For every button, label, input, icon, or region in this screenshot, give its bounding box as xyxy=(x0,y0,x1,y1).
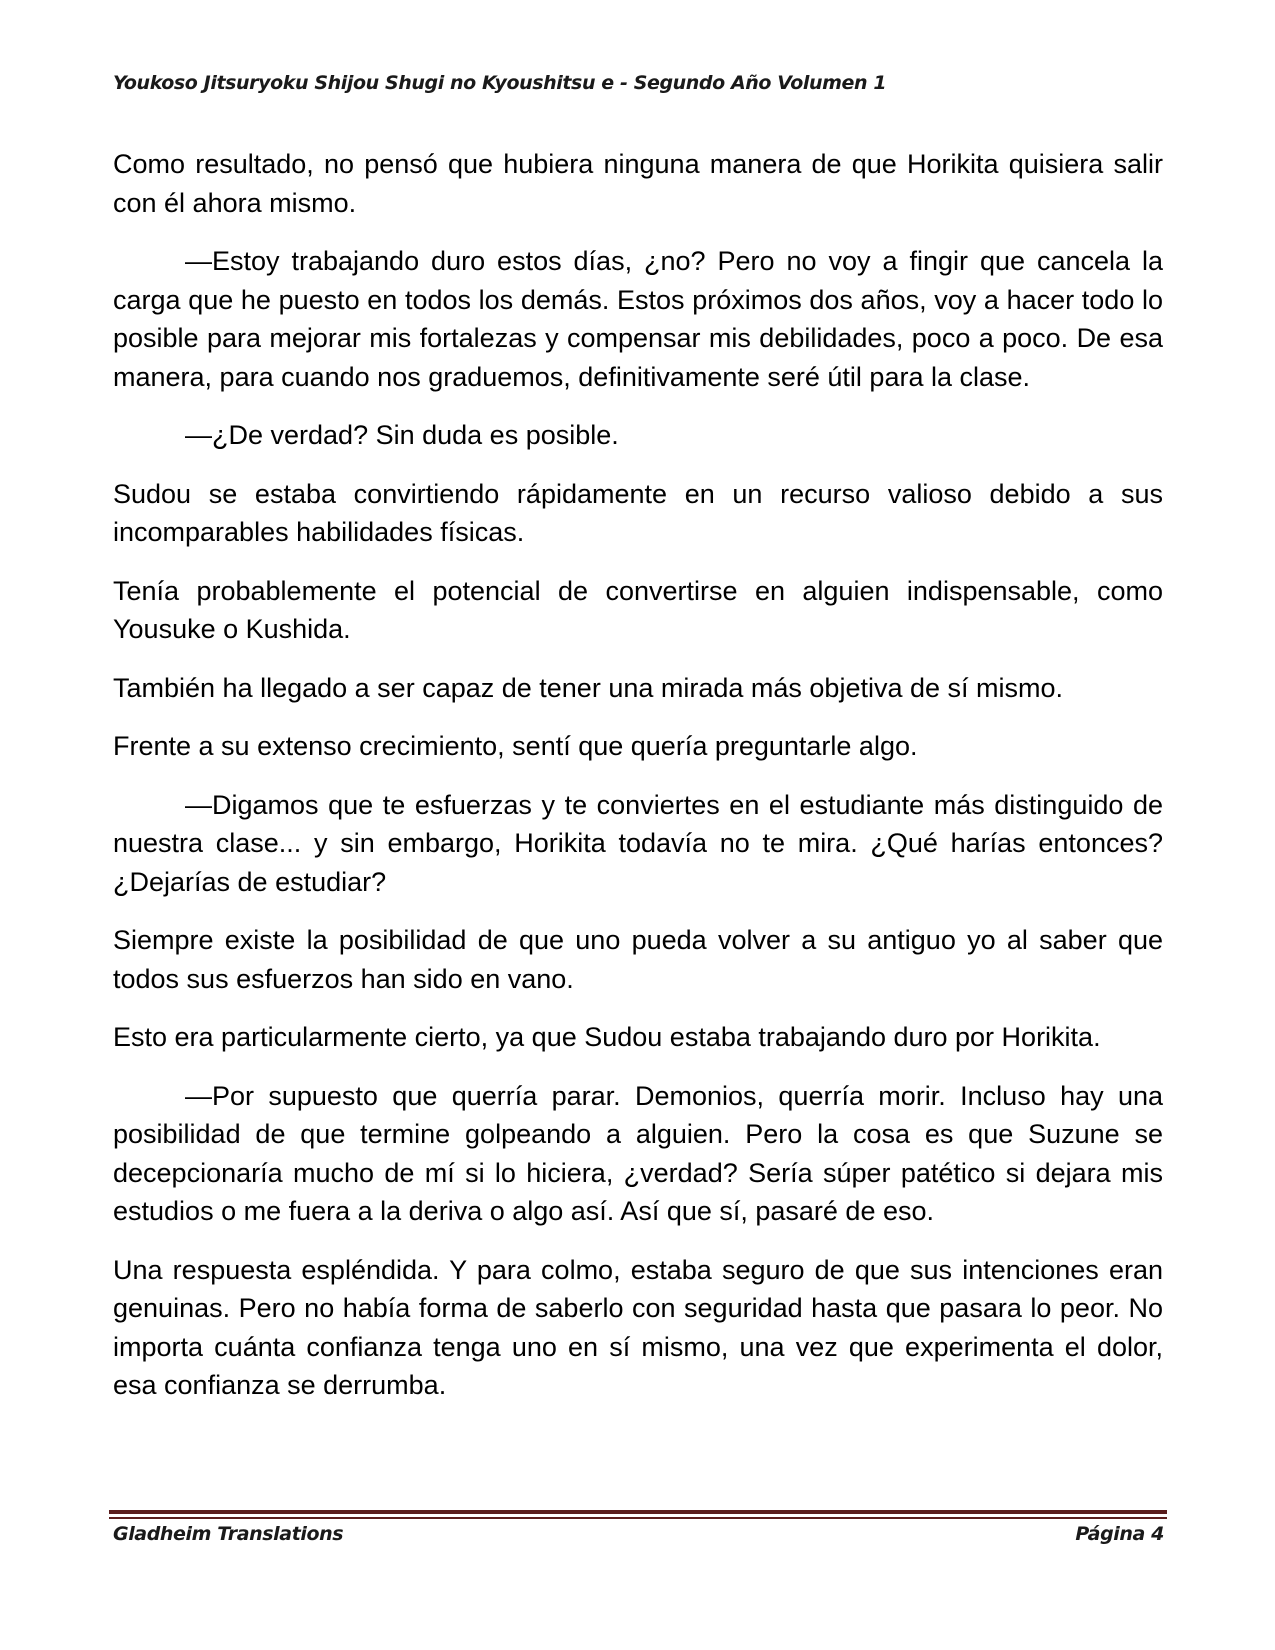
dialogue-paragraph: —Estoy trabajando duro estos días, ¿no? Pero no voy a fingir que cancela la carga que he puesto en todos los demás. Estos próximos dos años, voy a hacer todo lo posible para mejorar mis fortalezas y compensar mis debilidades, poco a poco. De esa manera, para cuando nos graduemos, definitivamente seré útil para la clase. xyxy=(113,246,1163,392)
paragraph: Esto era particularmente cierto, ya que Sudou estaba trabajando duro por Horikita. xyxy=(113,1022,1101,1052)
footer-rule-thick xyxy=(109,1510,1167,1514)
paragraph: Como resultado, no pensó que hubiera ninguna manera de que Horikita quisiera salir con él ahora mismo. xyxy=(113,149,1163,218)
paragraph: Una respuesta espléndida. Y para colmo, estaba seguro de que sus intenciones eran genuinas. Pero no había forma de saberlo con seguridad hasta que pasara lo peor. No importa cuánta confianza tenga uno en sí mismo, una vez que experimenta el dolor, esa confianza se derrumba. xyxy=(113,1254,1163,1400)
footer-translator-credit: Gladheim Translations xyxy=(113,1523,344,1545)
page-body xyxy=(113,145,1163,1425)
dialogue-paragraph: —¿De verdad? Sin duda es posible. xyxy=(185,420,619,450)
footer-rule-thin xyxy=(109,1517,1167,1519)
running-header: Youkoso Jitsuryoku Shijou Shugi no Kyoushitsu e - Segundo Año Volumen 1 xyxy=(113,72,887,94)
page-number: Página 4 xyxy=(1075,1523,1164,1545)
dialogue-paragraph: —Digamos que te esfuerzas y te conviertes en el estudiante más distinguido de nuestra clase... y sin embargo, Horikita todavía no te mira. ¿Qué harías entonces? ¿Dejarías de estudiar? xyxy=(113,789,1163,897)
paragraph: Frente a su extenso crecimiento, sentí que quería preguntarle algo. xyxy=(113,731,918,761)
paragraph: Siempre existe la posibilidad de que uno pueda volver a su antiguo yo al saber que todos sus esfuerzos han sido en vano. xyxy=(113,925,1163,994)
paragraph: Sudou se estaba convirtiendo rápidamente en un recurso valioso debido a sus incomparables habilidades físicas. xyxy=(113,478,1163,547)
paragraph: Tenía probablemente el potencial de convertirse en alguien indispensable, como Yousuke o Kushida. xyxy=(113,575,1163,644)
paragraph: También ha llegado a ser capaz de tener una mirada más objetiva de sí mismo. xyxy=(113,672,1064,703)
dialogue-paragraph: —Por supuesto que querría parar. Demonios, querría morir. Incluso hay una posibilidad de que termine golpeando a alguien. Pero la cosa es que Suzune se decepcionaría mucho de mí si lo hiciera, ¿verdad? Sería súper patético si dejara mis estudios o me fuera a la deriva o algo así. Así que sí, pasaré de eso. xyxy=(113,1080,1163,1226)
